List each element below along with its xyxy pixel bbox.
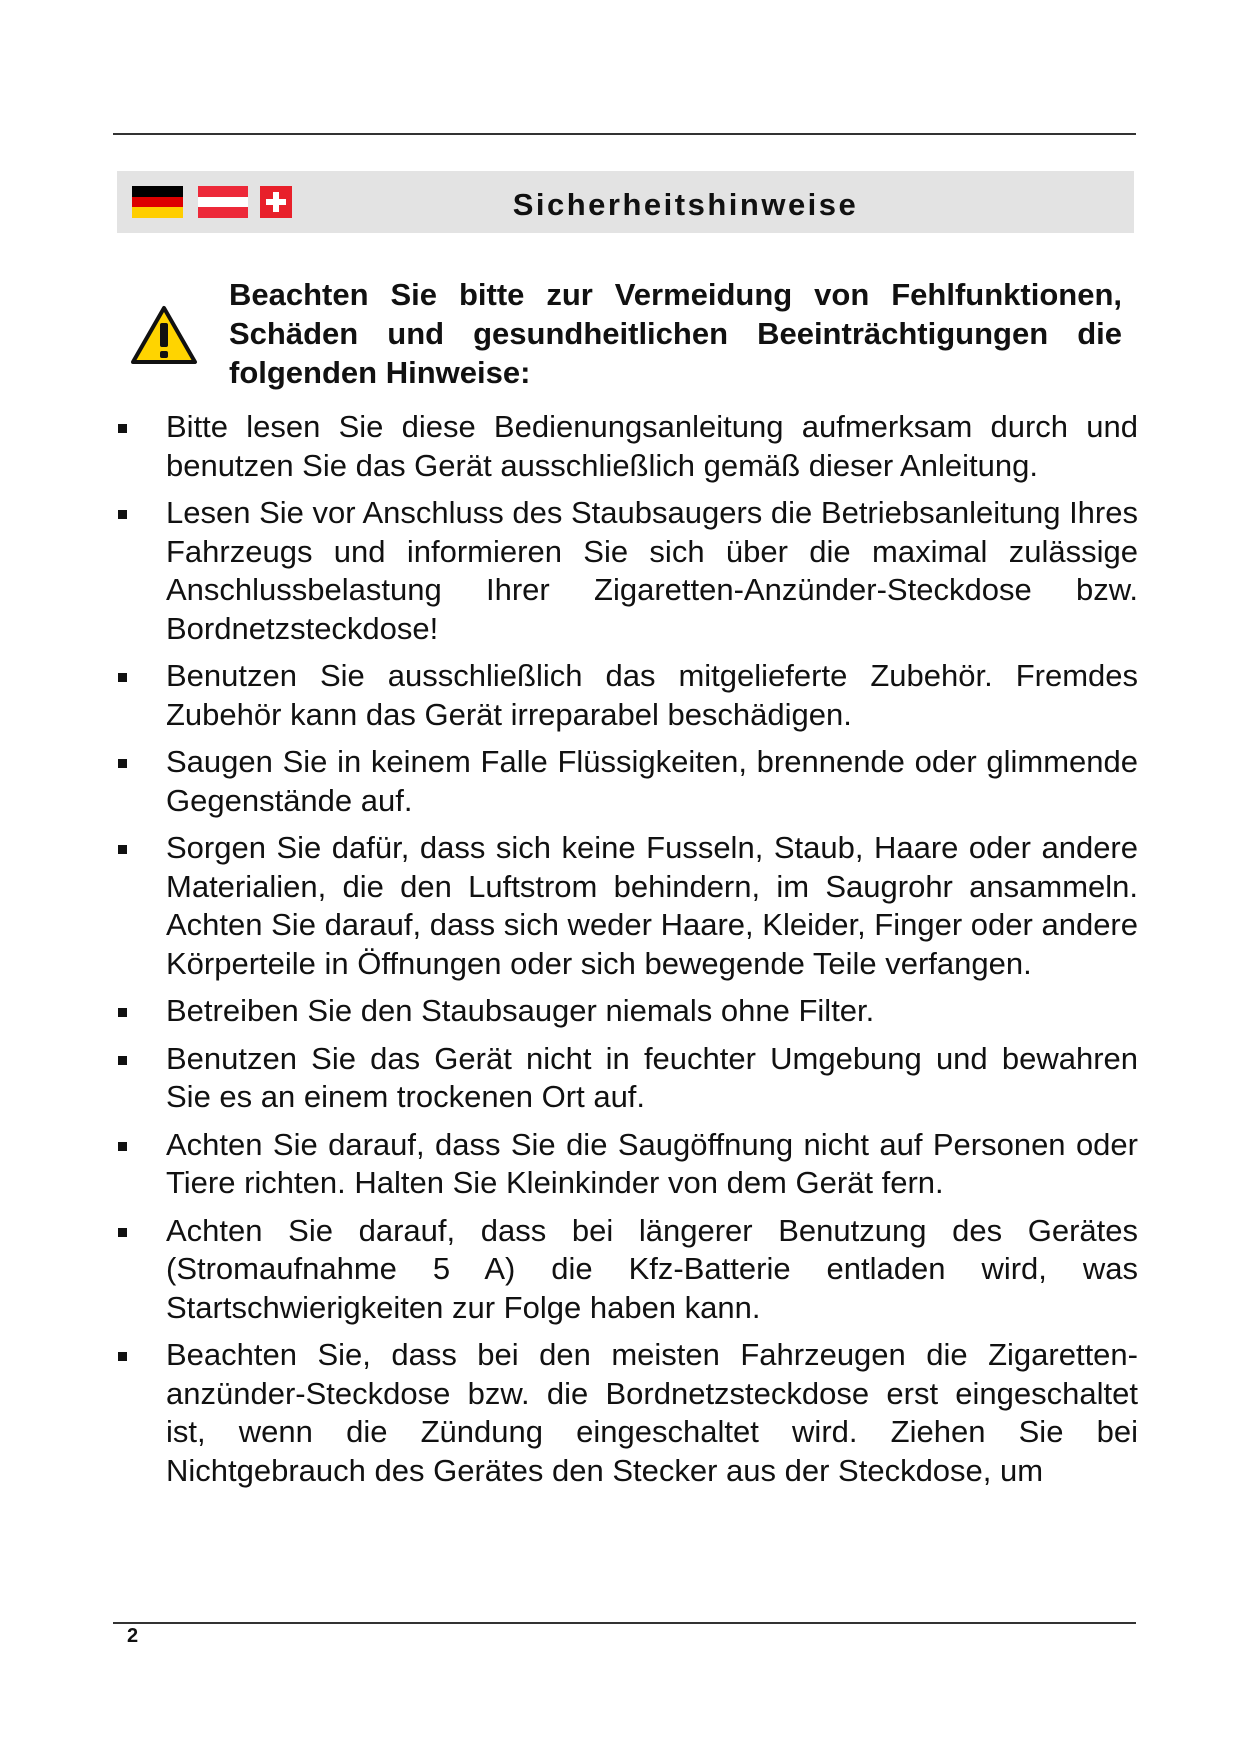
list-item-text: Bitte lesen Sie diese Bedienungsanleitung aufmerksam durch und benutzen Sie das Gerät ausschließlich gemäß dieser Anleitung. (166, 409, 1138, 483)
list-item (118, 1040, 1138, 1117)
list-item-text: Beachten Sie, dass bei den meisten Fahrzeugen die Zigaretten-anzünder-Steckdose bzw. die Bordnetzsteckdose erst eingeschaltet ist, wenn die Zündung eingeschaltet wird. Ziehen Sie bei Nichtgebrauch des Gerätes den Stecker aus der Steckdose, um (166, 1337, 1138, 1488)
list-item-text: Achten Sie darauf, dass bei längerer Benutzung des Gerätes (Stromaufnahme 5 A) die Kfz-Batterie entladen wird, was Startschwierigkeiten zur Folge haben kann. (166, 1212, 1138, 1325)
bullet-icon (118, 1008, 127, 1017)
list-item-text: Saugen Sie in keinem Falle Flüssigkeiten, brennende oder glimmende Gegenstände auf. (166, 744, 1138, 818)
list-item (118, 408, 1138, 485)
bullet-icon (118, 845, 127, 854)
bullet-icon (118, 1142, 127, 1151)
bullet-icon (118, 759, 127, 768)
list-item (118, 1126, 1138, 1203)
list-item (118, 657, 1138, 734)
bullet-icon (118, 1228, 127, 1237)
top-rule (113, 133, 1136, 135)
list-item-text: Achten Sie darauf, dass Sie die Saugöffnung nicht auf Personen oder Tiere richten. Halten Sie Kleinkinder von dem Gerät fern. (166, 1126, 1138, 1200)
list-item (118, 829, 1138, 983)
bottom-rule (113, 1622, 1136, 1624)
list-item-text: Benutzen Sie das Gerät nicht in feuchter Umgebung und bewahren Sie es an einem trockenen Ort auf. (166, 1040, 1138, 1114)
bullet-icon (118, 510, 127, 519)
list-item (118, 992, 1138, 1031)
page-number: 2 (127, 1625, 139, 1647)
list-item-text: Benutzen Sie ausschließlich das mitgelieferte Zubehör. Fremdes Zubehör kann das Gerät irreparabel beschädigen. (166, 658, 1138, 732)
bullet-icon (118, 1352, 127, 1361)
list-item (118, 743, 1138, 820)
bullet-icon (118, 424, 127, 433)
section-title: Sicherheitshinweise (512, 187, 859, 222)
list-item (118, 1336, 1138, 1490)
list-item-text: Betreiben Sie den Staubsauger niemals ohne Filter. (166, 993, 875, 1028)
section-header (117, 171, 1134, 233)
bullet-icon (118, 1056, 127, 1065)
list-item-text: Sorgen Sie dafür, dass sich keine Fusseln, Staub, Haare oder andere Materialien, die den Luftstrom behindern, im Saugrohr ansammeln. Achten Sie darauf, dass sich weder Haare, Kleider, Finger oder andere Körperteile in Öffnungen oder sich bewegende Teile verfangen. (166, 830, 1138, 981)
intro-text: Beachten Sie bitte zur Vermeidung von Fehlfunktionen, Schäden und gesundheitlichen Beeinträchtigungen die folgenden Hinweise: (229, 277, 1122, 390)
bullet-icon (118, 673, 127, 682)
list-item (118, 1212, 1138, 1328)
warning-triangle-icon (130, 305, 198, 365)
list-item-text: Lesen Sie vor Anschluss des Staubsaugers die Betriebsanleitung Ihres Fahrzeugs und informieren Sie sich über die maximal zulässige Anschlussbelastung Ihrer Zigaretten-Anzünder-Steckdose bzw. Bordnetzsteckdose! (166, 495, 1138, 646)
list-item (118, 494, 1138, 648)
safety-list (118, 408, 1138, 1499)
